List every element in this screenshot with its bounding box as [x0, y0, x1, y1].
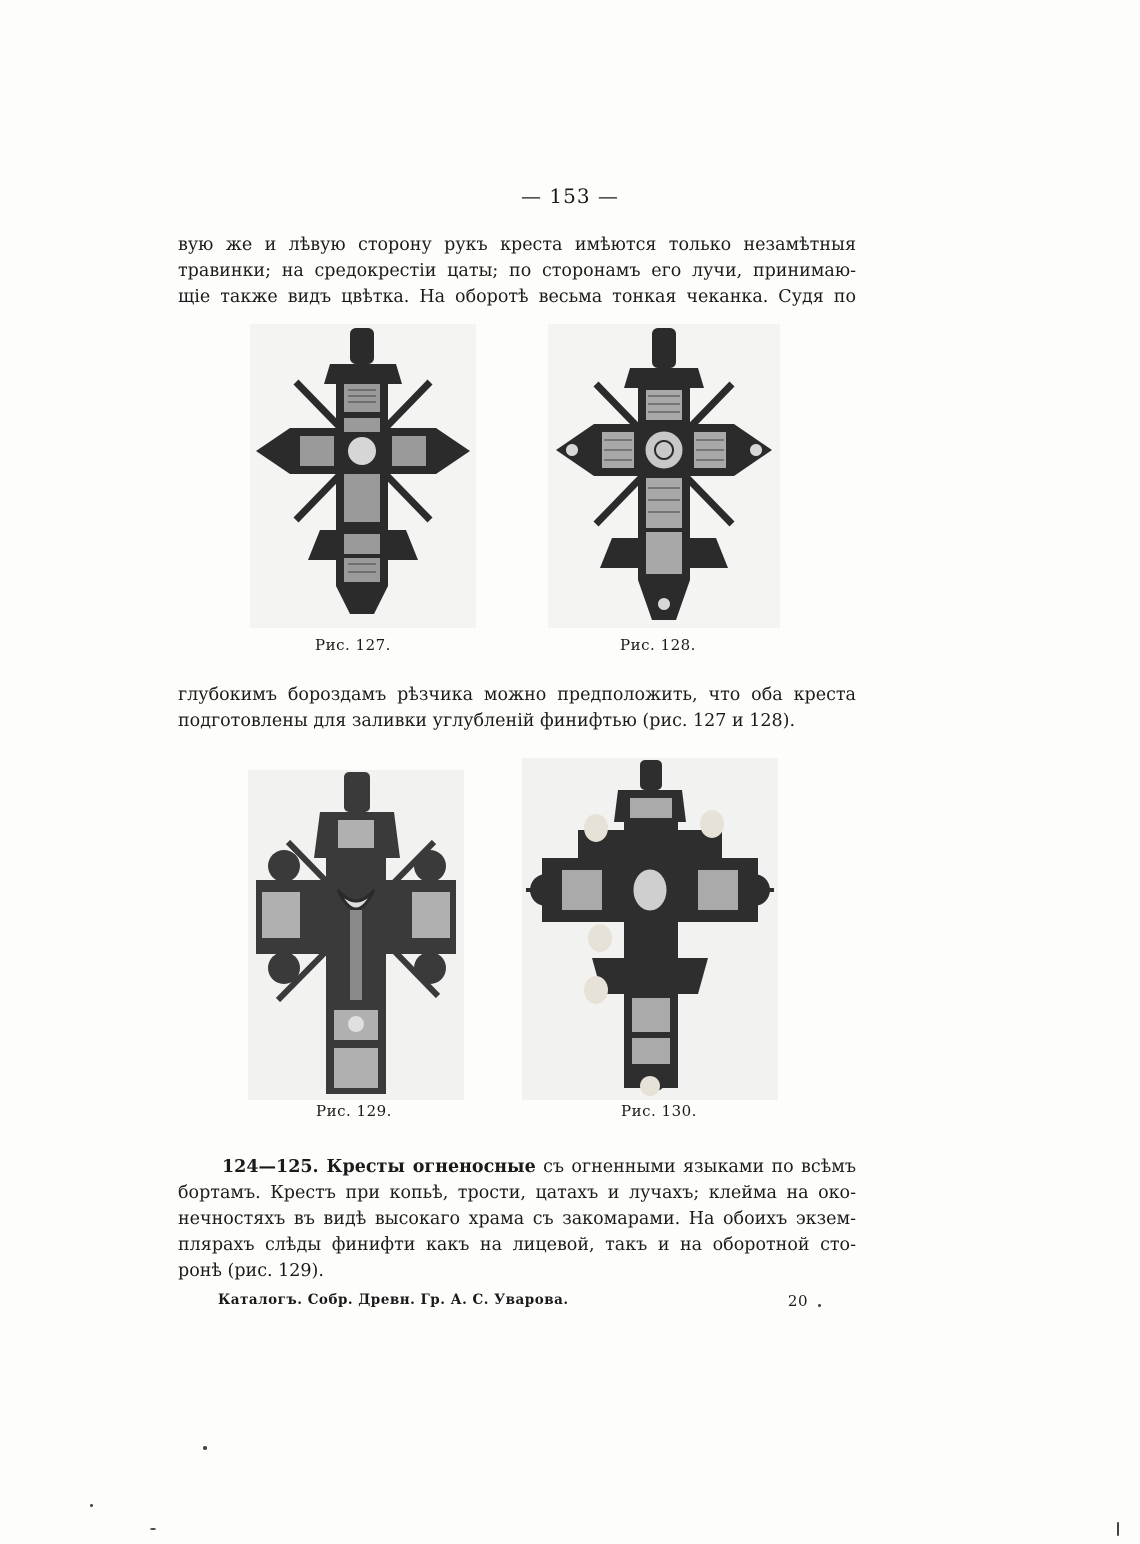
scan-speck: [203, 1446, 207, 1450]
figure-128: [548, 324, 780, 628]
catalog-entry: [178, 1154, 856, 1284]
page-number: — 153 —: [521, 184, 619, 208]
figure-129: [248, 770, 464, 1100]
cross-back-icon: [548, 324, 780, 628]
figure-127: [250, 324, 476, 628]
text-line: плярахъ слѣды финифти какъ на лицевой, такъ и на оборотной сто-: [178, 1235, 856, 1255]
cross-ornate-icon: [522, 758, 778, 1100]
entry-heading: 124—125. Кресты огненосные: [222, 1157, 536, 1177]
caption-128: Рис. 128.: [620, 636, 696, 654]
text-line: бортамъ. Крестъ при копьѣ, трости, цатахъ и лучахъ; клейма на око-: [178, 1183, 856, 1203]
cross-front-icon: [250, 324, 476, 628]
signature-number: 20: [787, 1292, 808, 1310]
scan-speck: [150, 1528, 156, 1530]
text-line: нечностяхъ въ видѣ высокаго храма съ закомарами. На обоихъ экзем-: [178, 1209, 856, 1229]
scan-speck: [818, 1304, 821, 1307]
scan-speck: [90, 1504, 93, 1507]
text-line: ронѣ (рис. 129).: [178, 1261, 324, 1281]
text-line: травинки; на средокрестіи цаты; по сторонамъ его лучи, принимаю-: [178, 261, 856, 281]
text-line: щіе также видъ цвѣтка. На оборотѣ весьма тонкая чеканка. Судя по: [178, 287, 856, 307]
cross-fiery-icon: [248, 770, 464, 1100]
paragraph-description: [178, 682, 856, 734]
text-line: [178, 1154, 856, 1180]
text-line: подготовлены для заливки углубленій финифтью (рис. 127 и 128).: [178, 711, 796, 731]
paragraph-continuation: [178, 232, 856, 310]
scan-speck: [1117, 1522, 1119, 1536]
figure-130: [522, 758, 778, 1100]
footer: [218, 1292, 808, 1308]
caption-129: Рис. 129.: [316, 1102, 392, 1120]
text-line: глубокимъ бороздамъ рѣзчика можно предположить, что оба креста: [178, 685, 856, 705]
caption-130: Рис. 130.: [621, 1102, 697, 1120]
text-line: вую же и лѣвую сторону рукъ креста имѣются только незамѣтныя: [178, 235, 856, 255]
catalog-title: Каталогъ. Собр. Древн. Гр. А. С. Уварова.: [218, 1292, 569, 1308]
entry-heading-rest: съ огненными языками по всѣмъ: [535, 1157, 856, 1177]
caption-127: Рис. 127.: [315, 636, 391, 654]
